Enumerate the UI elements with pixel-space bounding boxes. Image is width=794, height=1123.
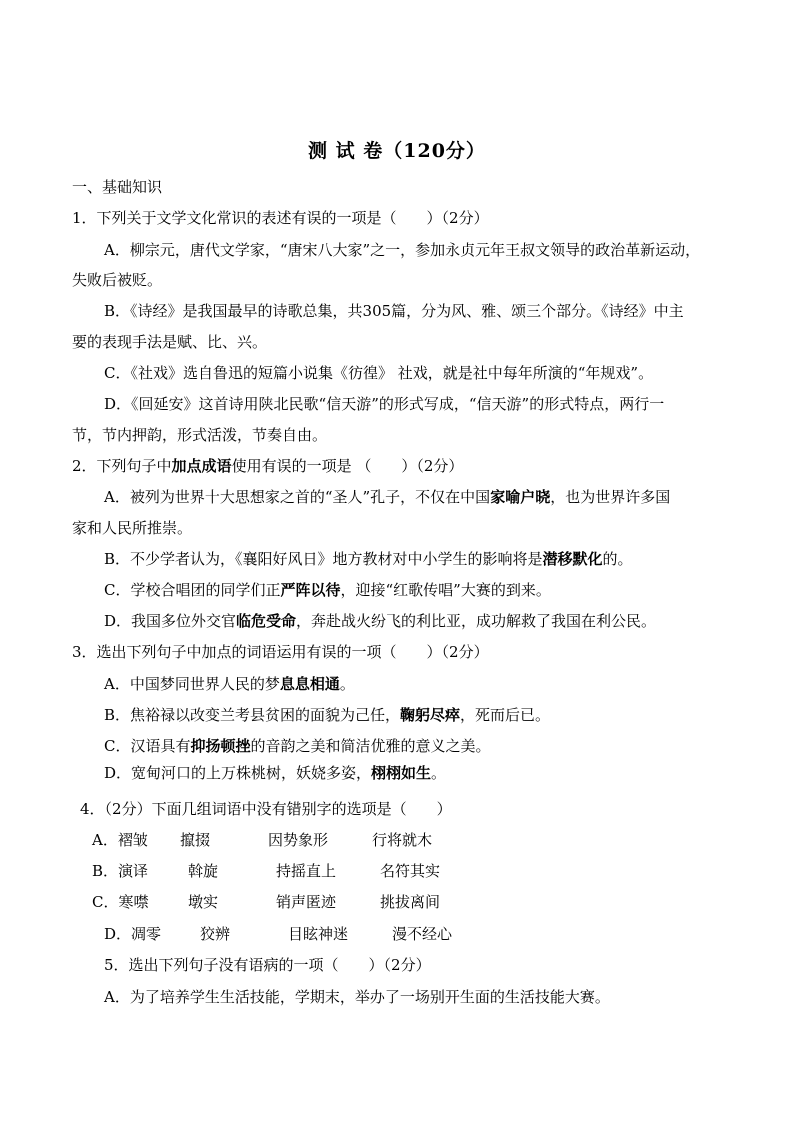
q5-stem: 5．选出下列句子没有语病的一项（ ）（2分）: [104, 956, 431, 974]
section-heading: 一、基础知识: [72, 178, 163, 196]
q4-option-d: [104, 924, 452, 944]
q5-option-a: A．为了培养学生生活技能，学期末，举办了一场别开生面的生活技能大赛。: [104, 988, 610, 1006]
q1-option-a-cont: 失败后被贬。: [72, 271, 163, 289]
q2-b-text-end: 的。: [602, 550, 633, 568]
q4-d-word-2: 狡辨: [200, 925, 231, 943]
q2-stem-text-end: 使用有误的一项是 （ ）（2分）: [231, 457, 464, 475]
q4-c-word-3: 销声匿迹: [276, 893, 337, 911]
q1-stem: 1．下列关于文学文化常识的表述有误的一项是（ ）（2分）: [72, 209, 489, 227]
q2-b-text: B．不少学者认为，《襄阳好风日》地方教材对中小学生的影响将是: [104, 550, 543, 568]
q3-c-idiom: 抑扬顿挫: [190, 737, 251, 755]
q4-option-b: [92, 861, 440, 881]
q2-option-a: [104, 487, 670, 507]
q4-d-word-1: D．凋零: [104, 925, 162, 943]
q2-option-a-cont: 家和人民所推崇。: [72, 519, 193, 537]
q4-b-word-1: B．演译: [92, 862, 149, 880]
q4-d-word-4: 漫不经心: [392, 925, 453, 943]
q3-d-text: D．宽甸河口的上万株桃树，妖娆多姿，: [104, 764, 372, 782]
q4-b-word-3: 持摇直上: [276, 862, 337, 880]
q3-b-text-end: ，死而后已。: [460, 706, 551, 724]
q2-option-d: [104, 611, 656, 631]
q3-c-text-end: 的音韵之美和简洁优雅的意义之美。: [250, 737, 491, 755]
q3-c-text: C．汉语具有: [104, 737, 191, 755]
q2-a-text: A．被列为世界十大思想家之首的“圣人”孔子，不仅在中国: [104, 488, 491, 506]
q2-c-idiom: 严阵以待: [280, 581, 341, 599]
q1-option-b: B．《诗经》是我国最早的诗歌总集，共305篇，分为风、雅、颂三个部分。《诗经》中主: [104, 302, 684, 320]
q2-option-c: [104, 580, 551, 600]
q2-option-b: [104, 549, 633, 569]
q2-b-idiom: 潜移默化: [542, 550, 603, 568]
q1-option-b-cont: 要的表现手法是赋、比、兴。: [72, 333, 268, 351]
q2-a-idiom: 家喻户晓: [490, 488, 551, 506]
q4-d-word-3: 目眩神迷: [288, 925, 349, 943]
q2-c-text: C．学校合唱团的同学们正: [104, 581, 281, 599]
q1-option-d-cont: 节，节内押韵，形式活泼，节奏自由。: [72, 426, 328, 444]
q4-stem: 4．（2分）下面几组词语中没有错别字的选项是（ ）: [80, 800, 452, 818]
q2-d-text: D．我国多位外交官: [104, 612, 237, 630]
q4-b-word-2: 斡旋: [188, 862, 219, 880]
page-title: 测 试 卷（120分）: [308, 140, 486, 162]
q3-a-idiom: 息息相通: [279, 675, 340, 693]
q4-b-word-4: 名符其实: [380, 862, 441, 880]
q4-a-word-3: 因势象形: [268, 831, 329, 849]
q4-a-word-2: 攛掇: [180, 831, 211, 849]
q2-c-text-end: ，迎接“红歌传唱”大赛的到来。: [340, 581, 551, 599]
q3-option-d: [104, 763, 446, 783]
q2-stem: [72, 456, 463, 476]
q4-a-word-4: 行将就木: [372, 831, 433, 849]
q3-option-b: [104, 705, 550, 725]
q4-option-c: [92, 892, 440, 912]
q3-d-idiom: 栩栩如生: [371, 764, 432, 782]
q2-a-text-end: ，也为世界许多国: [550, 488, 671, 506]
q3-option-c: [104, 736, 491, 756]
q1-option-c: C．《社戏》选自鲁迅的短篇小说集《彷徨》 社戏，就是社中每年所演的“年规戏”。: [104, 364, 654, 382]
q1-option-a: A．柳宗元，唐代文学家，“唐宋八大家”之一，参加永贞元年王叔文领导的政治革新运动，: [104, 241, 701, 259]
q2-d-idiom: 临危受命: [236, 612, 297, 630]
q1-option-d: D．《回延安》这首诗用陕北民歌“信天游”的形式写成，“信天游”的形式特点，两行一: [104, 395, 665, 413]
q3-option-a: [104, 674, 355, 694]
q3-a-text-end: 。: [339, 675, 355, 693]
q3-d-text-end: 。: [431, 764, 447, 782]
q4-c-word-1: C．寒噤: [92, 893, 149, 911]
q3-b-idiom: 鞠躬尽瘁: [400, 706, 461, 724]
q2-d-text-end: ，奔赴战火纷飞的利比亚，成功解救了我国在利公民。: [296, 612, 657, 630]
q2-stem-text: 2．下列句子中: [72, 457, 172, 475]
q3-b-text: B．焦裕禄以改变兰考县贫困的面貌为己任，: [104, 706, 401, 724]
q4-a-word-1: A．褶皱: [92, 831, 148, 849]
q4-option-a: [92, 830, 432, 850]
q3-a-text: A．中国梦同世界人民的梦: [104, 675, 280, 693]
q2-stem-emphasis: 加点成语: [171, 457, 232, 475]
q4-c-word-2: 墩实: [188, 893, 219, 911]
q3-stem: 3．选出下列句子中加点的词语运用有误的一项（ ）（2分）: [72, 643, 489, 661]
q4-c-word-4: 挑拔离间: [380, 893, 441, 911]
